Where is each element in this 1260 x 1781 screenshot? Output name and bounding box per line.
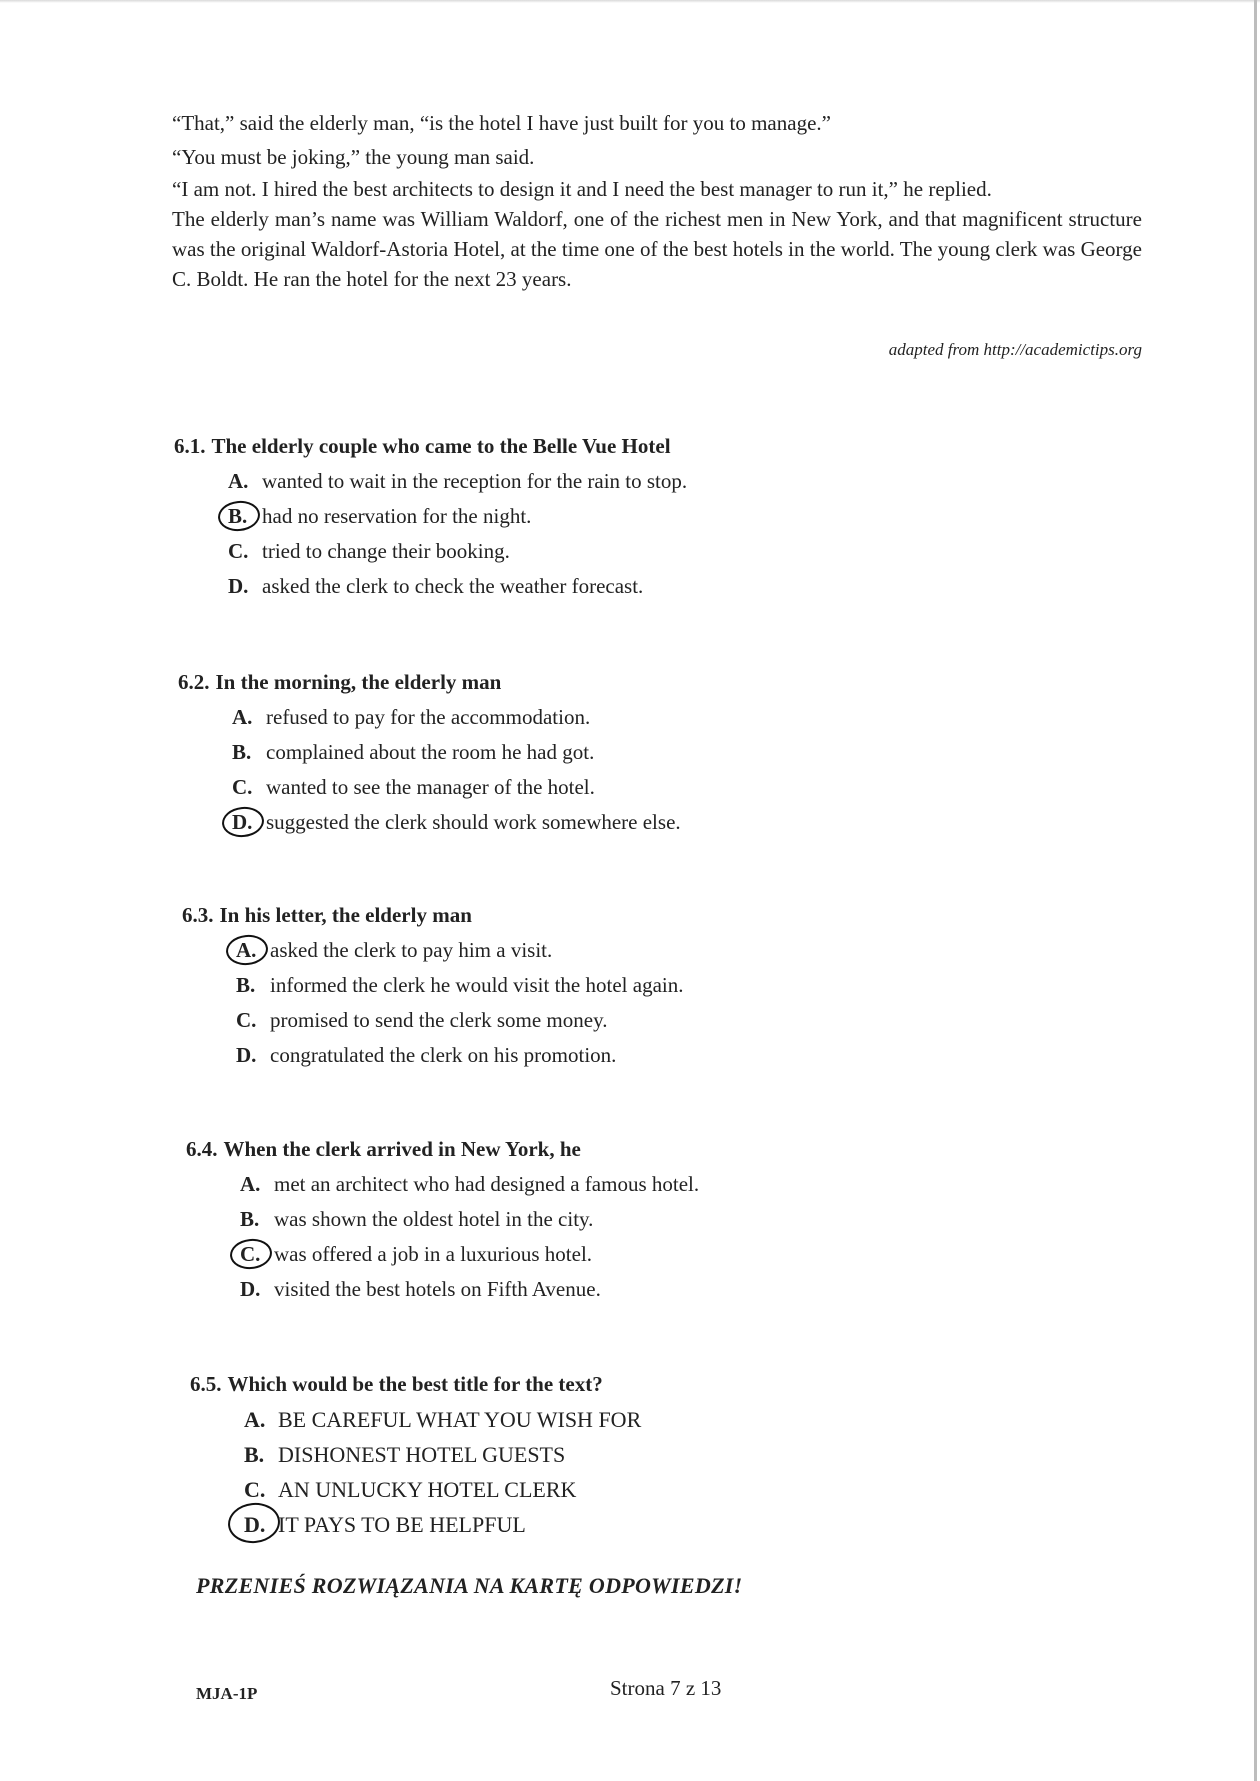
option-text: wanted to see the manager of the hotel.	[266, 775, 595, 799]
option-a[interactable]	[174, 464, 1074, 499]
option-letter: A.	[232, 705, 253, 729]
option-text: was offered a job in a luxurious hotel.	[274, 1242, 593, 1266]
option-a[interactable]	[190, 1402, 1090, 1437]
option-letter: B.	[228, 504, 248, 528]
option-text: asked the clerk to pay him a visit.	[270, 938, 553, 962]
option-text: had no reservation for the night.	[262, 504, 532, 528]
option-text: AN UNLUCKY HOTEL CLERK	[278, 1477, 577, 1502]
option-letter: A.	[228, 469, 249, 493]
option-letter: C.	[240, 1242, 261, 1266]
option-text: IT PAYS TO BE HELPFUL	[278, 1512, 526, 1537]
question-text: In his letter, the elderly man	[219, 903, 472, 927]
option-text: BE CAREFUL WHAT YOU WISH FOR	[278, 1407, 642, 1432]
question-number: 6.5.	[190, 1372, 222, 1396]
option-d[interactable]	[174, 569, 1074, 604]
transfer-instruction: PRZENIEŚ ROZWIĄZANIA NA KARTĘ ODPOWIEDZI!	[196, 1573, 743, 1598]
option-text: was shown the oldest hotel in the city.	[274, 1207, 594, 1231]
option-text: refused to pay for the accommodation.	[266, 705, 591, 729]
option-letter: D.	[240, 1277, 261, 1301]
question-title	[186, 1131, 1086, 1167]
option-text: visited the best hotels on Fifth Avenue.	[274, 1277, 601, 1301]
option-text: complained about the room he had got.	[266, 740, 595, 764]
passage-paragraph-1: “That,” said the elderly man, “is the hotel I have just built for you to manage.”	[172, 111, 831, 135]
option-d[interactable]	[178, 805, 1078, 840]
question-6-3	[182, 897, 1082, 1073]
option-letter: A.	[236, 938, 257, 962]
option-letter: D.	[236, 1043, 257, 1067]
option-letter: B.	[236, 973, 256, 997]
question-6-2	[178, 664, 1078, 840]
question-title	[190, 1366, 1090, 1402]
option-text: DISHONEST HOTEL GUESTS	[278, 1442, 566, 1467]
option-b[interactable]	[178, 735, 1078, 770]
question-title	[174, 428, 1074, 464]
question-text: The elderly couple who came to the Belle Vue Hotel	[211, 434, 671, 458]
passage-source: adapted from http://academictips.org	[888, 340, 1142, 359]
option-letter: D.	[244, 1512, 266, 1537]
option-letter: A.	[244, 1407, 266, 1432]
option-letter: C.	[236, 1008, 257, 1032]
question-6-4	[186, 1131, 1086, 1307]
option-letter: D.	[228, 574, 249, 598]
option-c[interactable]	[178, 770, 1078, 805]
question-text: When the clerk arrived in New York, he	[223, 1137, 581, 1161]
option-text: suggested the clerk should work somewhere else.	[266, 810, 681, 834]
option-letter: D.	[232, 810, 253, 834]
option-text: wanted to wait in the reception for the rain to stop.	[262, 469, 688, 493]
option-text: congratulated the clerk on his promotion.	[270, 1043, 617, 1067]
option-text: promised to send the clerk some money.	[270, 1008, 608, 1032]
passage-paragraph-2: “You must be joking,” the young man said.	[172, 145, 535, 169]
option-text: tried to change their booking.	[262, 539, 510, 563]
page-number: Strona 7 z 13	[610, 1676, 722, 1700]
passage-paragraph-3: “I am not. I hired the best architects to design it and I need the best manager to run it,” he replied.	[172, 177, 992, 201]
option-text: asked the clerk to check the weather forecast.	[262, 574, 644, 598]
question-number: 6.2.	[178, 670, 210, 694]
option-c[interactable]	[182, 1003, 1082, 1038]
question-text: Which would be the best title for the text?	[227, 1372, 603, 1396]
question-6-1	[174, 428, 1074, 604]
reading-passage	[172, 106, 1142, 294]
option-letter: C.	[228, 539, 249, 563]
question-number: 6.4.	[186, 1137, 218, 1161]
option-b[interactable]	[174, 499, 1074, 534]
question-6-5	[190, 1366, 1090, 1542]
option-letter: C.	[232, 775, 253, 799]
question-number: 6.1.	[174, 434, 206, 458]
option-letter: A.	[240, 1172, 261, 1196]
option-b[interactable]	[190, 1437, 1090, 1472]
option-letter: B.	[244, 1442, 265, 1467]
option-letter: B.	[232, 740, 252, 764]
question-text: In the morning, the elderly man	[215, 670, 502, 694]
option-d[interactable]	[186, 1272, 1086, 1307]
option-letter: C.	[244, 1477, 266, 1502]
question-title	[182, 897, 1082, 933]
option-b[interactable]	[186, 1202, 1086, 1237]
option-c[interactable]	[190, 1472, 1090, 1507]
option-d[interactable]	[182, 1038, 1082, 1073]
option-letter: B.	[240, 1207, 260, 1231]
option-text: informed the clerk he would visit the hotel again.	[270, 973, 684, 997]
option-d[interactable]	[190, 1507, 1090, 1542]
page-right-edge	[1254, 0, 1257, 1781]
option-b[interactable]	[182, 968, 1082, 1003]
option-a[interactable]	[182, 933, 1082, 968]
question-number: 6.3.	[182, 903, 214, 927]
exam-code: MJA-1P	[196, 1684, 258, 1703]
page-top-edge	[0, 0, 1260, 3]
option-c[interactable]	[186, 1237, 1086, 1272]
option-a[interactable]	[186, 1167, 1086, 1202]
option-c[interactable]	[174, 534, 1074, 569]
question-title	[178, 664, 1078, 700]
option-a[interactable]	[178, 700, 1078, 735]
option-text: met an architect who had designed a famous hotel.	[274, 1172, 700, 1196]
passage-paragraph-4: The elderly man’s name was William Waldorf, one of the richest men in New York, and that magnificent structure was the original Waldorf-Astoria Hotel, at the time one of the best hotels in the world. The young clerk was George C. Boldt. He ran the hotel for the next 23 years.	[172, 207, 1142, 291]
